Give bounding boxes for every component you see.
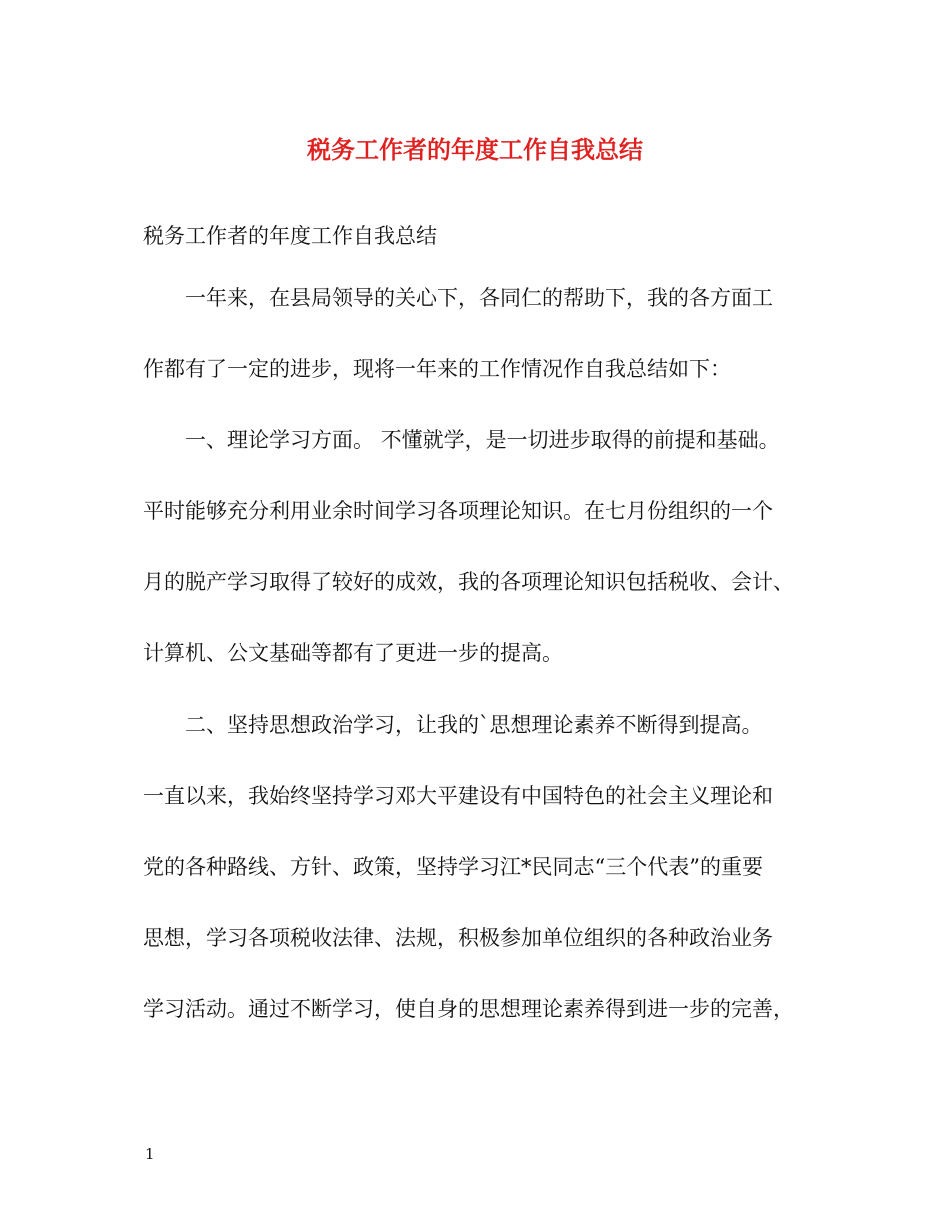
- body-line: 平时能够充分利用业余时间学习各项理论知识。在七月份组织的一个: [143, 499, 773, 523]
- body-line: 一、理论学习方面。 不懂就学，是一切进步取得的前提和基础。: [143, 428, 780, 452]
- body-line: 党的各种路线、方针、政策，坚持学习江*民同志“三个代表”的重要: [143, 855, 763, 879]
- body-line: 二、坚持思想政治学习，让我的`思想理论素养不断得到提高。: [143, 713, 763, 737]
- body-line: 一直以来，我始终坚持学习邓大平建设有中国特色的社会主义理论和: [143, 784, 773, 808]
- body-line: 一年来，在县局领导的关心下，各同仁的帮助下，我的各方面工: [143, 286, 773, 310]
- body-line: 税务工作者的年度工作自我总结: [143, 224, 437, 248]
- body-line: 思想，学习各项税收法律、法规，积极参加单位组织的各种政治业务: [143, 926, 773, 950]
- page-number: 1: [145, 1145, 155, 1163]
- body-line: 计算机、公文基础等都有了更进一步的提高。: [143, 641, 563, 665]
- document-title: 税务工作者的年度工作自我总结: [307, 135, 643, 164]
- body-line: 月的脱产学习取得了较好的成效，我的各项理论知识包括税收、会计、: [143, 570, 794, 594]
- body-line: 学习活动。通过不断学习，使自身的思想理论素养得到进一步的完善，: [143, 997, 794, 1021]
- body-line: 作都有了一定的进步，现将一年来的工作情况作自我总结如下：: [143, 357, 731, 381]
